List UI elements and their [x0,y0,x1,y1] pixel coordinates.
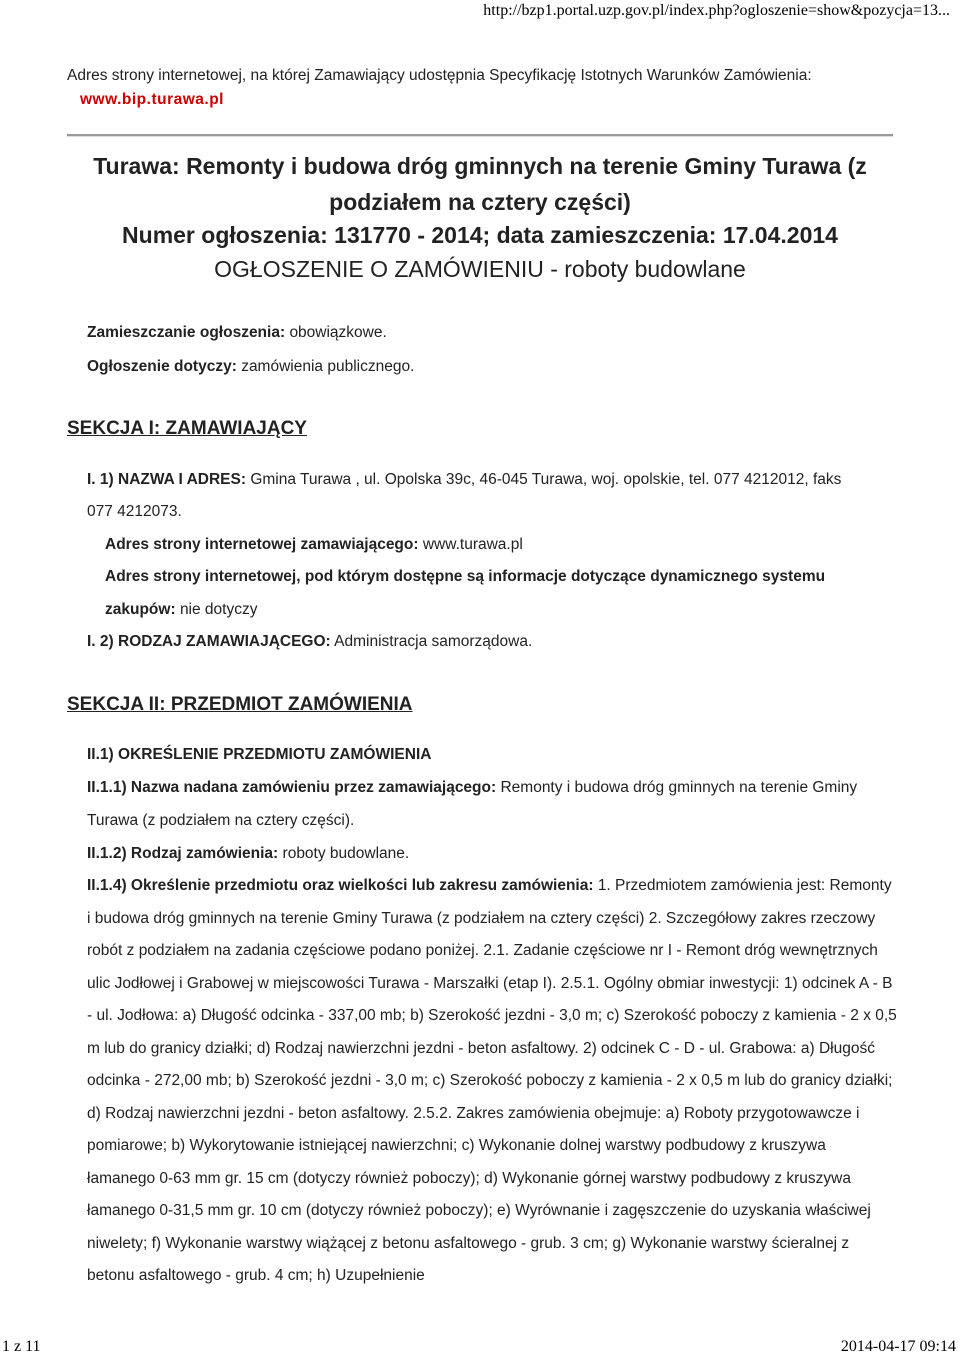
contracting-type-field [87,632,532,652]
print-datetime: 2014-04-17 09:14 [840,1338,956,1355]
notice-type-line: OGŁOSZENIE O ZAMÓWIENIU - roboty budowlane [214,256,746,282]
concerns-label: Ogłoszenie dotyczy: [87,358,237,375]
concerns-field [87,357,414,377]
siwz-address-link[interactable]: www.bip.turawa.pl [80,91,224,108]
dps-label-line2: zakupów: [105,601,176,618]
concerns-value: zamówienia publicznego. [241,358,415,375]
contracting-www-field [105,535,523,555]
contracting-name-value: Gmina Turawa , ul. Opolska 39c, 46-045 Turawa, woj. opolskie, tel. 077 4212012, faks [250,471,842,488]
contracting-www-value: www.turawa.pl [422,536,523,553]
subject-subheading-text: II.1) OKREŚLENIE PRZEDMIOTU ZAMÓWIENIA [87,746,432,763]
page-counter: 1 z 11 [2,1338,41,1355]
contract-scope-label: II.1.4) Określenie przedmiotu oraz wielkości lub zakresu zamówienia: [87,877,594,894]
contracting-name-field [87,470,841,490]
print-header-url: http://bzp1.portal.uzp.gov.pl/index.php?ogloszenie=show&pozycja=13... [483,2,950,19]
siwz-address-label: Adres strony internetowej, na której Zamawiający udostępnia Specyfikację Istotnych Warunków Zamówienia: [67,67,812,84]
contract-name-value: Remonty i budowa dróg gminnych na terenie Gminy Turawa (z podziałem na cztery części). [87,779,858,829]
subject-subheading [87,745,431,765]
notice-title: Turawa: Remonty i budowa dróg gminnych na terenie Gminy Turawa (z podziałem na cztery części) [93,153,867,215]
placement-field [87,323,387,343]
contracting-www-label: Adres strony internetowej zamawiającego: [105,536,419,553]
contracting-type-value: Administracja samorządowa. [334,633,533,650]
dps-field [105,600,257,620]
contract-kind-value: roboty budowlane. [282,845,410,862]
contracting-name-label: I. 1) NAZWA I ADRES: [87,471,247,488]
section-2-heading: SEKCJA II: PRZEDMIOT ZAMÓWIENIA [67,694,413,715]
contract-kind-field [87,838,897,871]
contract-name-field [87,772,897,837]
section-1-heading: SEKCJA I: ZAMAWIAJĄCY [67,418,307,439]
header-divider [67,134,893,137]
placement-value: obowiązkowe. [289,324,387,341]
notice-number-line: Numer ogłoszenia: 131770 - 2014; data zamieszczenia: 17.04.2014 [122,222,838,248]
contracting-fax-line: 077 4212073. [87,503,182,520]
dps-value: nie dotyczy [179,601,258,618]
contract-scope-field [87,870,897,1293]
contract-scope-value: 1. Przedmiotem zamówienia jest: Remonty i budowa dróg gminnych na terenie Gminy Turawa (z podziałem na cztery części) 2. Szczegółowy zakres rzeczowy robót z podziałem na zadania częściowe podano poniżej. 2.1. Zadanie częściowe nr I - Remont dróg wewnętrznych ulic Jodłowej i Grabowej w miejscowości Turawa - Marszałki (etap I). 2.5.1. Ogólny obmiar inwestycji: 1) odcinek A - B - ul. Jodłowa: a) Długość odcinka - 337,00 mb; b) Szerokość jezdni - 3,0 m; c) Szerokość poboczy z kamienia - 2 x 0,5 m lub do granicy działki; d) Rodzaj nawierzchni jezdni - beton asfaltowy. 2) odcinek C - D - ul. Grabowa: a) Długość odcinka - 272,00 mb; b) Szerokość jezdni - 3,0 m; c) Szerokość poboczy z kamienia - 2 x 0,5 m lub do granicy działki; d) Rodzaj nawierzchni jezdni - beton asfaltowy. 2.5.2. Zakres zamówienia obejmuje: a) Roboty przygotowawcze i pomiarowe; b) Wykorytowanie istniejącej nawierzchni; c) Wykonanie dolnej warstwy podbudowy z kruszywa łamanego 0-63 mm gr. 15 cm (dotyczy również poboczy); d) Wykonanie górnej warstwy podbudowy z kruszywa łamanego 0-31,5 mm gr. 10 cm (dotyczy również poboczy); e) Wyrównanie i zagęszczenie do uzyskania właściwej niwelety; f) Wykonanie warstwy wiążącej z betonu asfaltowego - grub. 3 cm; g) Wykonanie warstwy ścieralnej z betonu asfaltowego - grub. 4 cm; h) Uzupełnienie [87,877,897,1284]
contracting-type-label: I. 2) RODZAJ ZAMAWIAJĄCEGO: [87,633,331,650]
dps-label-line1 [105,567,825,587]
dps-label-text: Adres strony internetowej, pod którym dostępne są informacje dotyczące dynamicznego systemu [105,568,826,585]
contract-kind-label: II.1.2) Rodzaj zamówienia: [87,845,279,862]
contract-name-label: II.1.1) Nazwa nadana zamówieniu przez zamawiającego: [87,779,497,796]
placement-label: Zamieszczanie ogłoszenia: [87,324,286,341]
